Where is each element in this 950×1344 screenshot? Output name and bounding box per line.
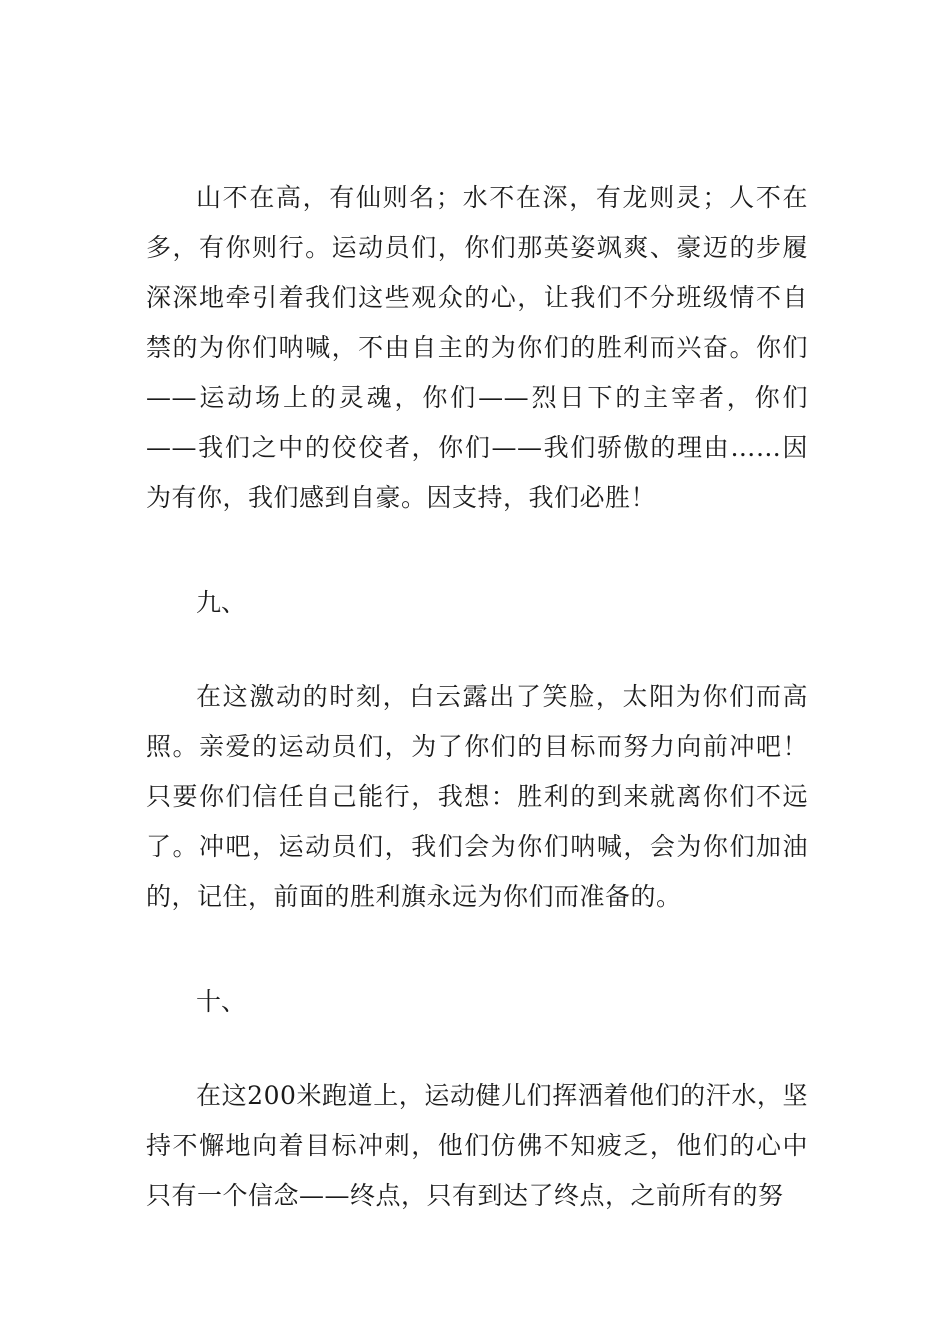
paragraph-200m-track: 在这200米跑道上，运动健儿们挥洒着他们的汗水，坚持不懈地向着目标冲刺，他们仿佛不知疲乏，他们的心中只有一个信念——终点，只有到达了终点，之前所有的努	[146, 1081, 808, 1210]
section-heading-ten: 十、	[196, 987, 247, 1016]
paragraph-mountain: 山不在高，有仙则名；水不在深，有龙则灵；人不在多，有你则行。运动员们，你们那英姿飒爽、豪迈的步履深深地牵引着我们这些观众的心，让我们不分班级情不自禁的为你们呐喊，不由自主的为你们的胜利而兴奋。你们——运动场上的灵魂，你们——烈日下的主宰者，你们——我们之中的佼佼者，你们——我们骄傲的理由……因为有你，我们感到自豪。因支持，我们必胜！	[146, 183, 808, 512]
section-heading-nine: 九、	[196, 588, 247, 617]
paragraph-excited-moment: 在这激动的时刻，白云露出了笑脸，太阳为你们而高照。亲爱的运动员们，为了你们的目标而努力向前冲吧！只要你们信任自己能行，我想：胜利的到来就离你们不远了。冲吧，运动员们，我们会为你们呐喊，会为你们加油的，记住，前面的胜利旗永远为你们而准备的。	[146, 682, 808, 911]
